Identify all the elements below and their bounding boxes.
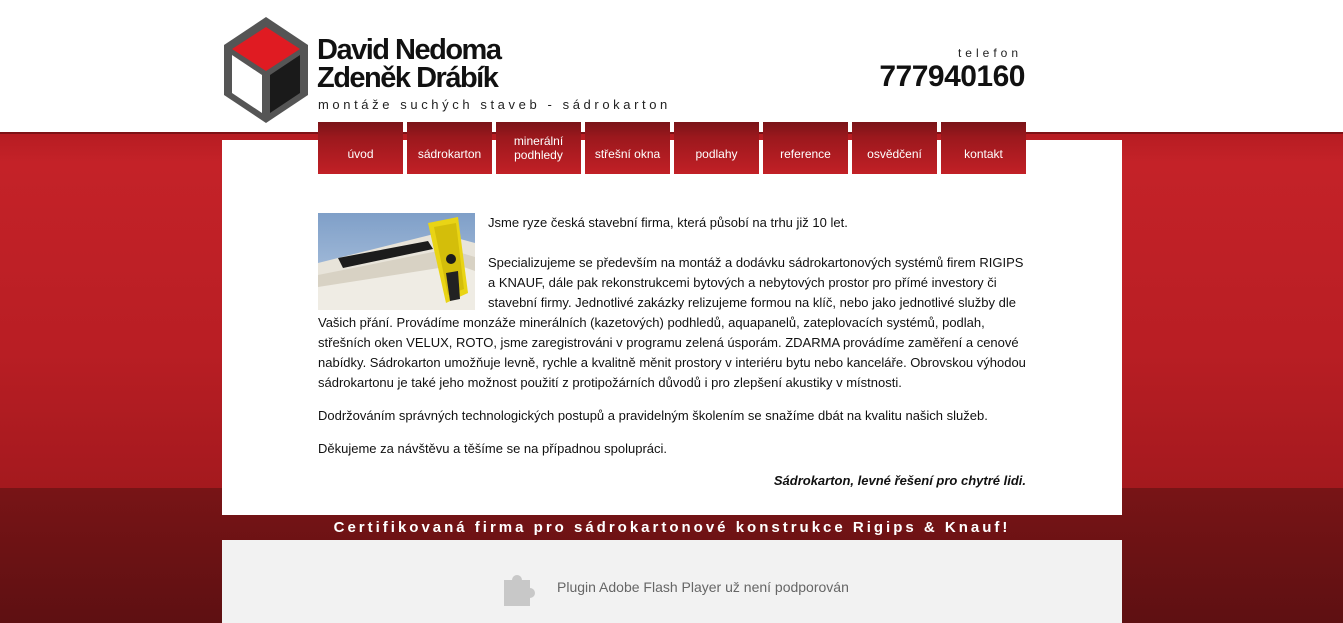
nav-item-stresni-okna[interactable] xyxy=(585,122,670,174)
certification-banner: Certifikovaná firma pro sádrokartonové konstrukce Rigips & Knauf! xyxy=(333,519,1011,536)
company-name-line1: David Nedoma xyxy=(317,34,501,66)
slogan: Sádrokarton, levné řešení pro chytré lidi. xyxy=(773,473,1026,488)
nav-item-label: úvod xyxy=(347,147,374,161)
nav-item-sadrokarton[interactable] xyxy=(407,122,492,174)
nav-item-label: osvědčení xyxy=(867,147,922,161)
main-nav xyxy=(318,122,1026,174)
nav-item-label: minerální podhledy xyxy=(513,134,564,162)
nav-item-reference[interactable] xyxy=(763,122,848,174)
nav-item-label: střešní okna xyxy=(594,147,661,161)
nav-item-label: sádrokarton xyxy=(417,147,482,161)
phone-label: telefon xyxy=(957,46,1022,60)
nav-item-osvedceni[interactable] xyxy=(852,122,937,174)
flash-message: Plugin Adobe Flash Player už není podporován xyxy=(557,579,849,595)
nav-item-uvod[interactable] xyxy=(318,122,403,174)
quality-paragraph: Dodržováním správných technologických postupů a pravidelným školením se snažíme dbát na kvalitu našich služeb. xyxy=(318,408,988,423)
puzzle-plugin-icon xyxy=(500,566,542,608)
nav-item-label: reference xyxy=(780,147,831,161)
company-name-line2: Zdeněk Drábík xyxy=(317,62,498,94)
nav-item-kontakt[interactable] xyxy=(941,122,1026,174)
intro-paragraph: Jsme ryze česká stavební firma, která působí na trhu již 10 let. xyxy=(488,215,848,230)
nav-item-mineralni-podhledy[interactable] xyxy=(496,122,581,174)
body-paragraph: Specializujeme se především na montáž a dodávku sádrokartonových systémů firem RIGIPS a KNAUF, dále pak rekonstrukcemi bytových a nebytových prostor pro přímé investory či stavební firmy. Jednotlivé zakázky relizujeme formou na klíč, nebo jako jednotlivé služby dle Vašich přání. Provádíme monzáže minerálních (kazetových) podhledů, aquapanelů, zateplovacích systémů, podlah, střešních oken VELUX, ROTO, jsme zaregistrováni v programu zelená úsporám. ZDARMA provádíme zaměření a cenové nabídky. Sádrokarton umožňuje levně, rychle a kvalitně měnit prostory v interiéru bytu nebo kanceláře. Obrovskou výhodou sádrokartonu je také jeho možnost použití z protipožárních důvodů i pro zlepšení akustiky v místnosti. xyxy=(318,255,1026,390)
nav-item-podlahy[interactable] xyxy=(674,122,759,174)
nav-item-label: kontakt xyxy=(964,147,1003,161)
nav-item-label: podlahy xyxy=(695,147,738,161)
cube-logo-icon[interactable] xyxy=(222,15,310,125)
main-text xyxy=(318,213,1026,459)
tagline: montáže suchých staveb - sádrokarton xyxy=(318,97,671,112)
phone-number: 777940160 xyxy=(879,60,1025,93)
thanks-paragraph: Děkujeme za návštěvu a těšíme se na případnou spolupráci. xyxy=(318,441,668,456)
